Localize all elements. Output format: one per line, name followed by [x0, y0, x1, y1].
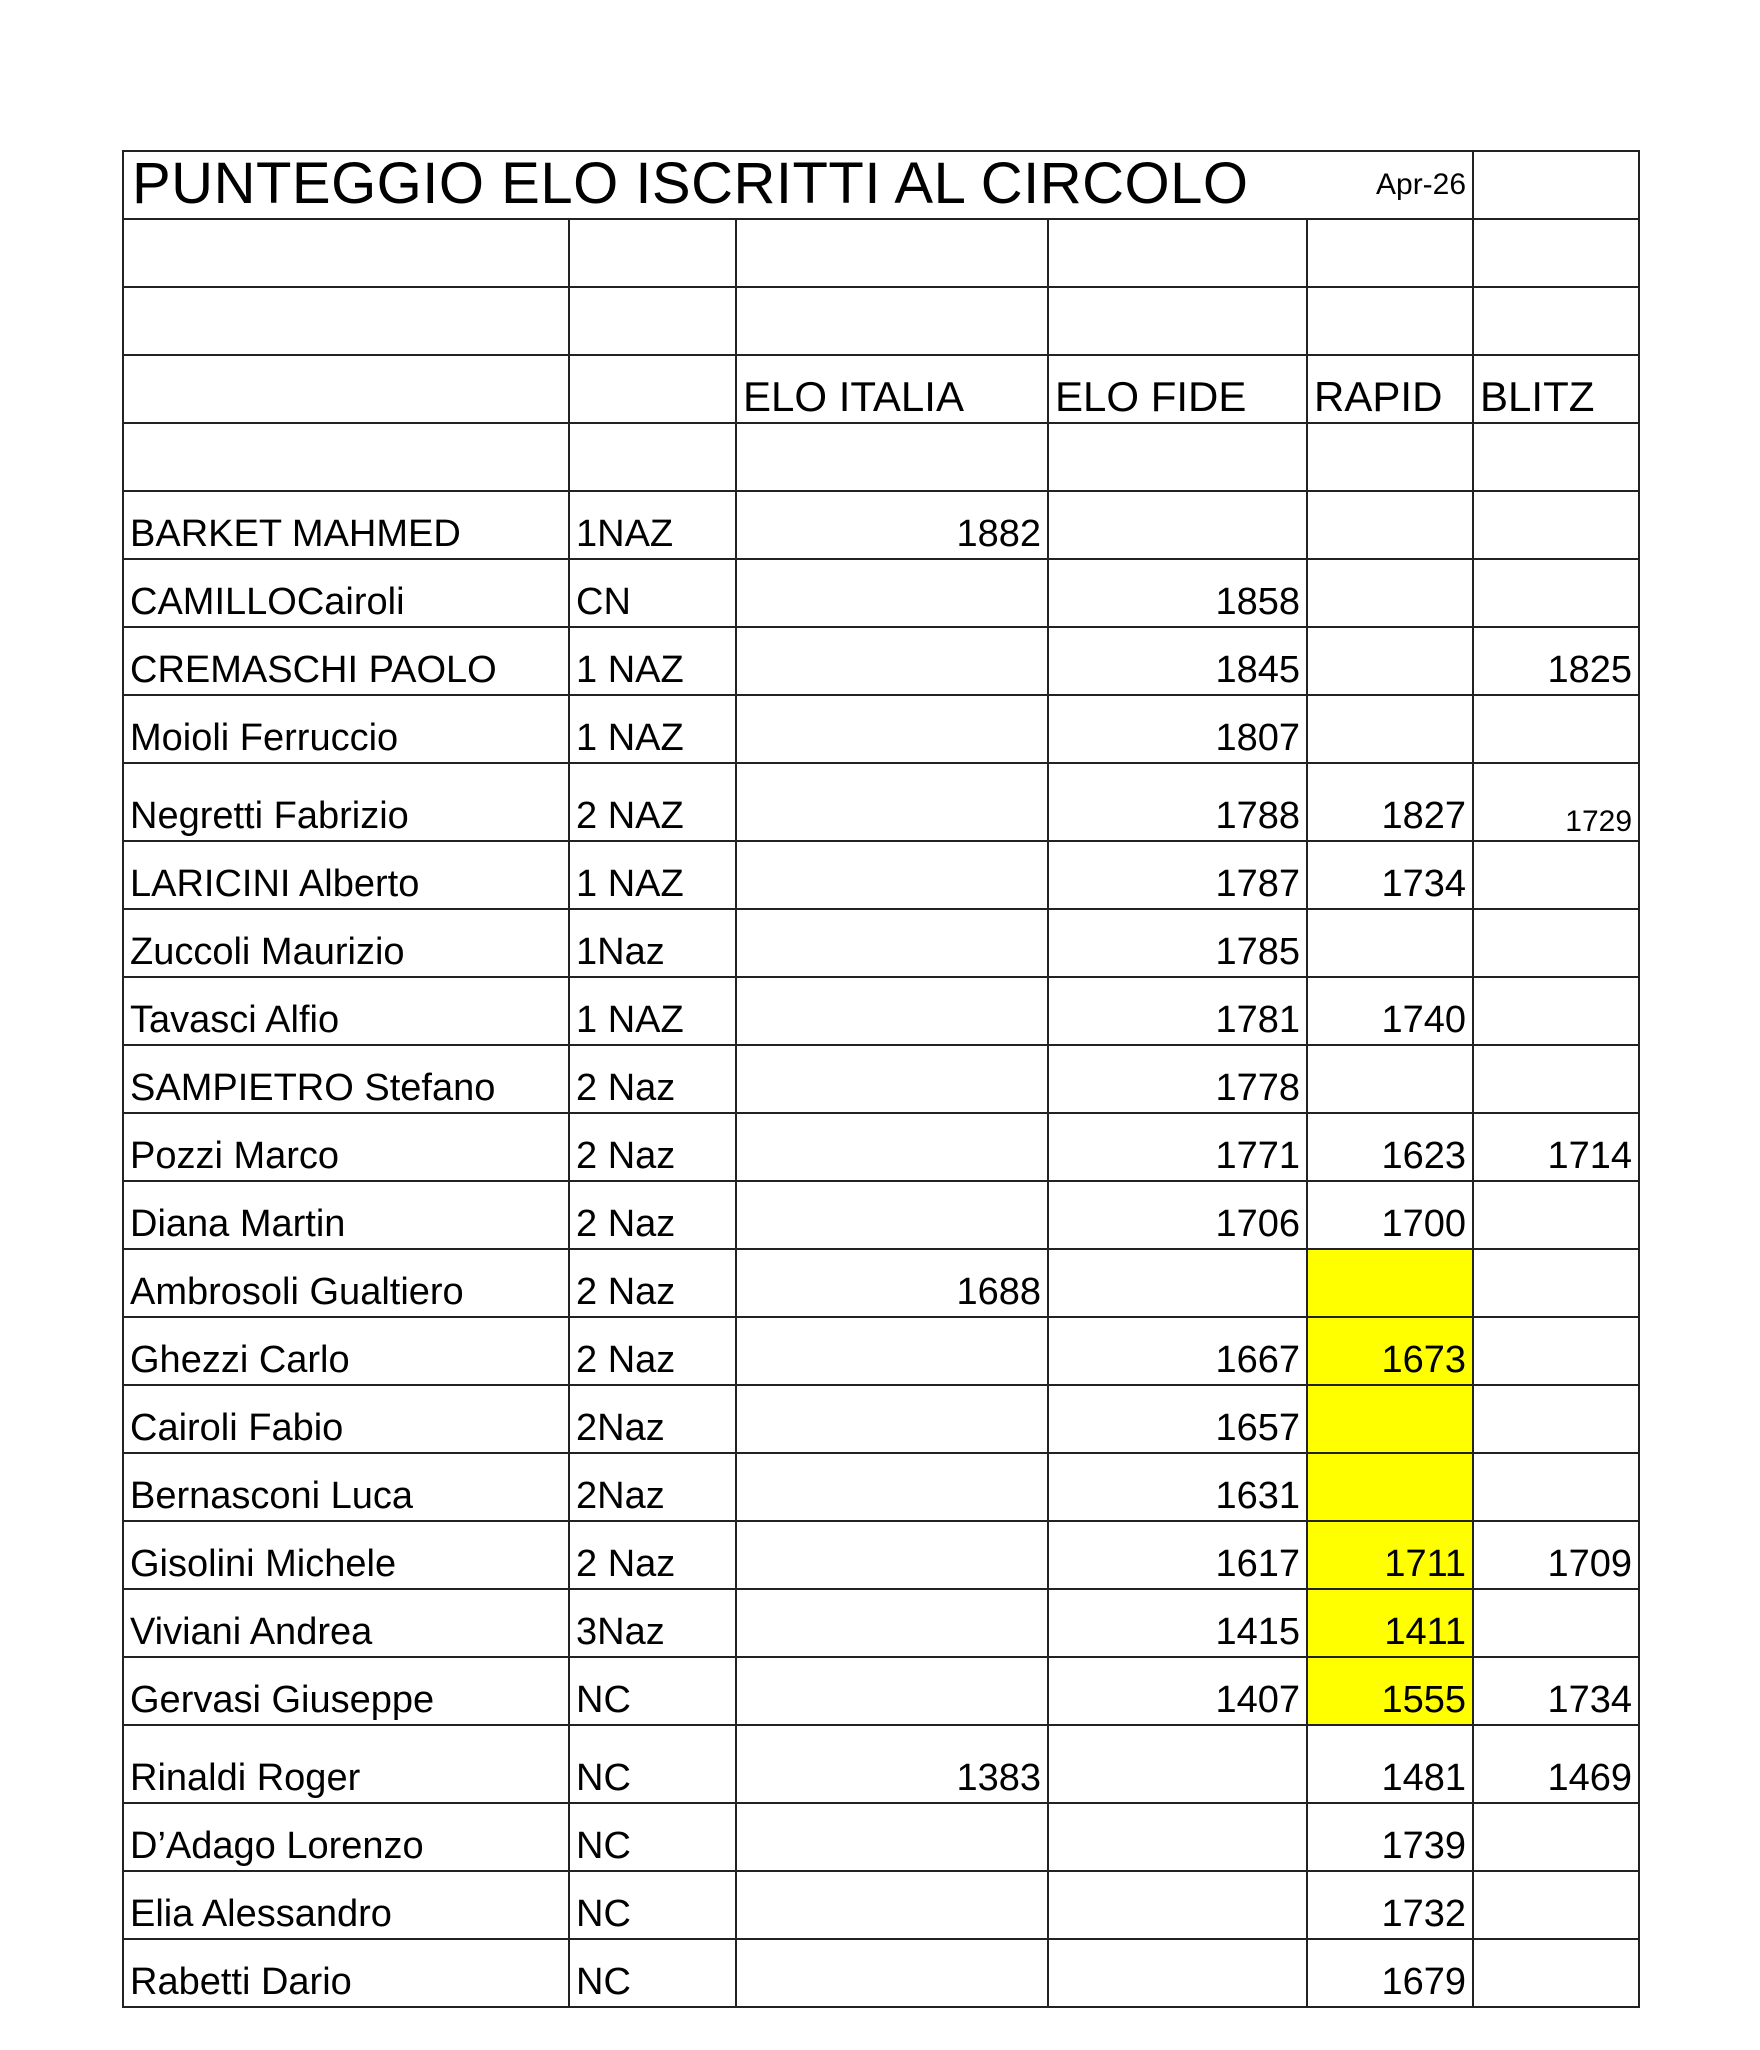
player-category: 1 NAZ [569, 695, 736, 763]
elo-italia-value [736, 1521, 1048, 1589]
title-row [123, 151, 1639, 219]
blitz-value [1473, 1181, 1639, 1249]
empty-cell [1307, 219, 1473, 287]
elo-fide-value: 1706 [1048, 1181, 1307, 1249]
elo-ratings-table [122, 150, 1640, 2008]
player-category: 2 Naz [569, 1181, 736, 1249]
empty-cell [123, 219, 569, 287]
rapid-value: 1711 [1307, 1521, 1473, 1589]
table-row [123, 1113, 1639, 1181]
player-category: 1NAZ [569, 491, 736, 559]
blitz-value [1473, 1453, 1639, 1521]
elo-fide-value: 1415 [1048, 1589, 1307, 1657]
elo-fide-value: 1858 [1048, 559, 1307, 627]
player-name: Ghezzi Carlo [123, 1317, 569, 1385]
elo-italia-value [736, 559, 1048, 627]
empty-cell [1473, 423, 1639, 491]
elo-fide-value [1048, 1871, 1307, 1939]
table-row [123, 1589, 1639, 1657]
elo-italia-value [736, 627, 1048, 695]
player-category: 3Naz [569, 1589, 736, 1657]
empty-cell [123, 423, 569, 491]
table-row [123, 491, 1639, 559]
rapid-value: 1734 [1307, 841, 1473, 909]
player-name: Zuccoli Maurizio [123, 909, 569, 977]
rapid-value: 1700 [1307, 1181, 1473, 1249]
elo-fide-value [1048, 1803, 1307, 1871]
blank-row [123, 423, 1639, 491]
elo-fide-value [1048, 1939, 1307, 2007]
rapid-value [1307, 1249, 1473, 1317]
player-name: BARKET MAHMED [123, 491, 569, 559]
player-name: Negretti Fabrizio [123, 763, 569, 841]
player-name: Bernasconi Luca [123, 1453, 569, 1521]
blitz-value: 1709 [1473, 1521, 1639, 1589]
empty-cell [1473, 151, 1639, 219]
rapid-value [1307, 909, 1473, 977]
elo-fide-value: 1617 [1048, 1521, 1307, 1589]
player-name: Gervasi Giuseppe [123, 1657, 569, 1725]
blitz-value: 1825 [1473, 627, 1639, 695]
player-category: 2Naz [569, 1453, 736, 1521]
elo-fide-value: 1407 [1048, 1657, 1307, 1725]
player-category: CN [569, 559, 736, 627]
player-name: Pozzi Marco [123, 1113, 569, 1181]
player-category: 2 Naz [569, 1249, 736, 1317]
empty-cell [736, 423, 1048, 491]
elo-italia-value [736, 1181, 1048, 1249]
elo-fide-value [1048, 1725, 1307, 1803]
rapid-value [1307, 1045, 1473, 1113]
player-category: 2 Naz [569, 1317, 736, 1385]
blitz-value [1473, 1317, 1639, 1385]
table-row [123, 1871, 1639, 1939]
rapid-value: 1623 [1307, 1113, 1473, 1181]
elo-italia-value [736, 977, 1048, 1045]
player-name: SAMPIETRO Stefano [123, 1045, 569, 1113]
rapid-value [1307, 1385, 1473, 1453]
elo-fide-value: 1667 [1048, 1317, 1307, 1385]
elo-italia-value [736, 1657, 1048, 1725]
player-category: NC [569, 1871, 736, 1939]
elo-italia-value: 1882 [736, 491, 1048, 559]
empty-cell [569, 287, 736, 355]
rapid-value: 1673 [1307, 1317, 1473, 1385]
player-category: 2 Naz [569, 1045, 736, 1113]
blitz-value [1473, 559, 1639, 627]
table-row [123, 627, 1639, 695]
elo-fide-value: 1845 [1048, 627, 1307, 695]
table-row [123, 1939, 1639, 2007]
player-category: NC [569, 1939, 736, 2007]
elo-fide-value [1048, 1249, 1307, 1317]
table-row [123, 909, 1639, 977]
elo-fide-value: 1657 [1048, 1385, 1307, 1453]
blitz-value: 1734 [1473, 1657, 1639, 1725]
rapid-value [1307, 695, 1473, 763]
rapid-value: 1411 [1307, 1589, 1473, 1657]
player-category: 1Naz [569, 909, 736, 977]
empty-cell [569, 355, 736, 423]
elo-italia-value: 1688 [736, 1249, 1048, 1317]
player-name: CAMILLOCairoli [123, 559, 569, 627]
elo-italia-value: 1383 [736, 1725, 1048, 1803]
elo-fide-value: 1788 [1048, 763, 1307, 841]
header-elo-fide: ELO FIDE [1048, 355, 1307, 423]
elo-italia-value [736, 1113, 1048, 1181]
elo-fide-value: 1778 [1048, 1045, 1307, 1113]
player-name: Tavasci Alfio [123, 977, 569, 1045]
elo-italia-value [736, 1803, 1048, 1871]
table-row [123, 1249, 1639, 1317]
player-name: Diana Martin [123, 1181, 569, 1249]
table-row [123, 1317, 1639, 1385]
table-row [123, 1385, 1639, 1453]
empty-cell [1473, 287, 1639, 355]
table-row [123, 1045, 1639, 1113]
elo-fide-value: 1771 [1048, 1113, 1307, 1181]
sheet-title: PUNTEGGIO ELO ISCRITTI AL CIRCOLO [123, 151, 1307, 219]
blitz-value [1473, 909, 1639, 977]
table-row [123, 1453, 1639, 1521]
player-category: NC [569, 1657, 736, 1725]
empty-cell [736, 287, 1048, 355]
player-name: LARICINI Alberto [123, 841, 569, 909]
elo-italia-value [736, 1317, 1048, 1385]
elo-fide-value: 1807 [1048, 695, 1307, 763]
empty-cell [123, 355, 569, 423]
player-name: Elia Alessandro [123, 1871, 569, 1939]
blank-row [123, 219, 1639, 287]
elo-italia-value [736, 1385, 1048, 1453]
rapid-value: 1732 [1307, 1871, 1473, 1939]
player-category: 2 NAZ [569, 763, 736, 841]
elo-italia-value [736, 1453, 1048, 1521]
player-name: Moioli Ferruccio [123, 695, 569, 763]
empty-cell [1307, 423, 1473, 491]
table-row [123, 763, 1639, 841]
player-name: Gisolini Michele [123, 1521, 569, 1589]
sheet-date: Apr-26 [1307, 151, 1473, 219]
empty-cell [1048, 423, 1307, 491]
rapid-value: 1827 [1307, 763, 1473, 841]
empty-cell [569, 423, 736, 491]
blitz-value [1473, 1803, 1639, 1871]
table-row [123, 695, 1639, 763]
elo-fide-value: 1785 [1048, 909, 1307, 977]
elo-italia-value [736, 763, 1048, 841]
blitz-value: 1729 [1473, 763, 1639, 841]
blitz-value [1473, 977, 1639, 1045]
blitz-value: 1469 [1473, 1725, 1639, 1803]
header-rapid: RAPID [1307, 355, 1473, 423]
player-name: CREMASCHI PAOLO [123, 627, 569, 695]
rapid-value: 1739 [1307, 1803, 1473, 1871]
elo-italia-value [736, 695, 1048, 763]
blitz-value [1473, 1871, 1639, 1939]
blitz-value [1473, 1939, 1639, 2007]
header-row [123, 355, 1639, 423]
player-name: D’Adago Lorenzo [123, 1803, 569, 1871]
player-category: 2 Naz [569, 1521, 736, 1589]
player-name: Viviani Andrea [123, 1589, 569, 1657]
header-elo-italia: ELO ITALIA [736, 355, 1048, 423]
blitz-value [1473, 1589, 1639, 1657]
elo-fide-value: 1781 [1048, 977, 1307, 1045]
rapid-value [1307, 559, 1473, 627]
elo-italia-value [736, 909, 1048, 977]
empty-cell [1473, 219, 1639, 287]
player-category: 2Naz [569, 1385, 736, 1453]
table-row [123, 977, 1639, 1045]
blitz-value: 1714 [1473, 1113, 1639, 1181]
elo-italia-value [736, 1939, 1048, 2007]
player-category: 2 Naz [569, 1113, 736, 1181]
rapid-value: 1679 [1307, 1939, 1473, 2007]
rapid-value: 1555 [1307, 1657, 1473, 1725]
table-row [123, 841, 1639, 909]
table-row [123, 1521, 1639, 1589]
empty-cell [1307, 287, 1473, 355]
blank-row [123, 287, 1639, 355]
player-category: 1 NAZ [569, 977, 736, 1045]
elo-italia-value [736, 1045, 1048, 1113]
player-category: 1 NAZ [569, 841, 736, 909]
empty-cell [569, 219, 736, 287]
player-category: NC [569, 1725, 736, 1803]
player-name: Rinaldi Roger [123, 1725, 569, 1803]
player-name: Rabetti Dario [123, 1939, 569, 2007]
blitz-value [1473, 1045, 1639, 1113]
table-row [123, 1803, 1639, 1871]
rapid-value [1307, 627, 1473, 695]
player-category: NC [569, 1803, 736, 1871]
elo-fide-value: 1631 [1048, 1453, 1307, 1521]
empty-cell [736, 219, 1048, 287]
table-row [123, 1657, 1639, 1725]
empty-cell [1048, 287, 1307, 355]
table-row [123, 1725, 1639, 1803]
table-row [123, 559, 1639, 627]
player-name: Cairoli Fabio [123, 1385, 569, 1453]
rapid-value [1307, 1453, 1473, 1521]
empty-cell [123, 287, 569, 355]
player-name: Ambrosoli Gualtiero [123, 1249, 569, 1317]
player-category: 1 NAZ [569, 627, 736, 695]
rapid-value: 1740 [1307, 977, 1473, 1045]
blitz-value [1473, 695, 1639, 763]
table-row [123, 1181, 1639, 1249]
header-blitz: BLITZ [1473, 355, 1639, 423]
empty-cell [1048, 219, 1307, 287]
elo-fide-value: 1787 [1048, 841, 1307, 909]
blitz-value [1473, 491, 1639, 559]
blitz-value [1473, 1249, 1639, 1317]
blitz-value [1473, 1385, 1639, 1453]
elo-italia-value [736, 1589, 1048, 1657]
blitz-value [1473, 841, 1639, 909]
elo-italia-value [736, 1871, 1048, 1939]
rapid-value: 1481 [1307, 1725, 1473, 1803]
rapid-value [1307, 491, 1473, 559]
elo-italia-value [736, 841, 1048, 909]
elo-fide-value [1048, 491, 1307, 559]
